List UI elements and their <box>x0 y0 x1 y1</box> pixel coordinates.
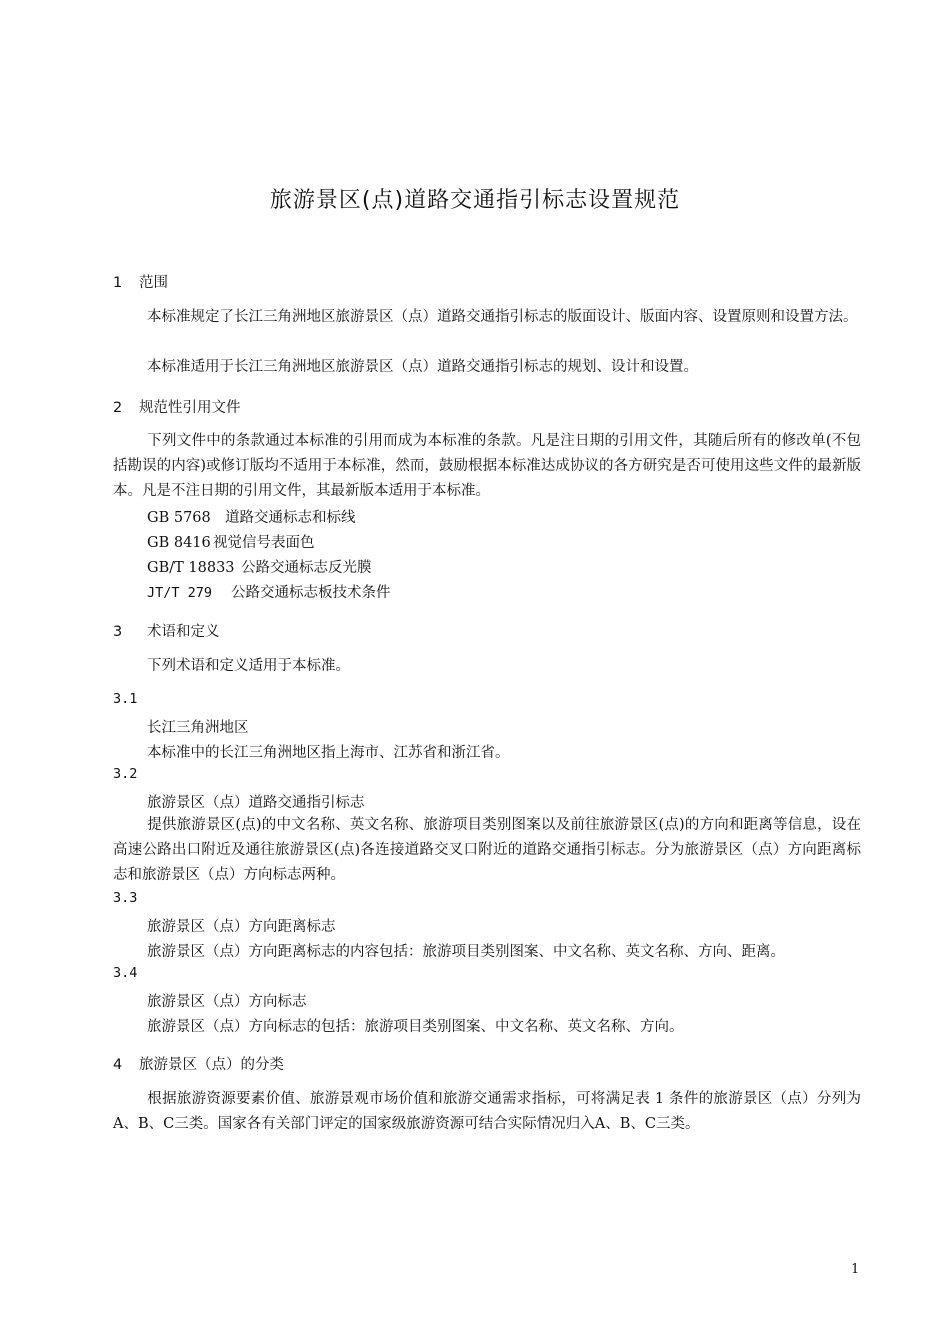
paragraph <box>113 305 861 330</box>
clause-number: 3.3 <box>113 890 138 906</box>
paragraph <box>113 1087 861 1137</box>
term-definition: 旅游景区（点）方向距离标志的内容包括：旅游项目类别图案、中文名称、英文名称、方向、距离。 <box>147 944 785 960</box>
section-1-heading <box>113 271 168 292</box>
term-heading: 旅游景区（点）方向距离标志 <box>147 919 336 935</box>
section-title: 旅游景区（点）的分类 <box>139 1057 284 1073</box>
document-title: 旅游景区(点)道路交通指引标志设置规范 <box>269 188 681 213</box>
clause-number: 3.4 <box>113 965 138 981</box>
reference-code: GB 8416 <box>147 535 211 551</box>
section-number: 4 <box>113 1057 123 1073</box>
paragraph-text: 下列术语和定义适用于本标准。 <box>147 658 350 674</box>
paragraph-text: 提供旅游景区(点)的中文名称、英文名称、旅游项目类别图案以及前往旅游景区(点)的方向和距离等信息，设在高速公路出口附近及通往旅游景区(点)各连接道路交叉口附近的道路交通指引标志。分为旅游景区（点）方向距离标志和旅游景区（点）方向标志两种。 <box>113 817 861 883</box>
paragraph-text: 根据旅游资源要素价值、旅游景观市场价值和旅游交通需求指标，可将满足表 1 条件的旅游景区（点）分列为A、B、C三类。国家各有关部门评定的国家级旅游资源可结合实际情况归入A、B、C三类。 <box>113 1091 861 1132</box>
section-title: 范围 <box>139 275 168 291</box>
reference-code: GB 5768 <box>147 510 211 526</box>
term-definition: 本标准中的长江三角洲地区指上海市、江苏省和浙江省。 <box>147 745 510 761</box>
paragraph-text: 本标准规定了长江三角洲地区旅游景区（点）道路交通指引标志的版面设计、版面内容、设置原则和设置方法。 <box>147 309 858 325</box>
section-number: 2 <box>113 400 123 416</box>
page-number: 1 <box>851 1262 860 1277</box>
section-4-heading <box>113 1053 284 1074</box>
section-number: 1 <box>113 275 123 291</box>
clause-number: 3.1 <box>113 691 138 707</box>
reference-item <box>147 581 391 602</box>
section-3-heading <box>113 620 220 641</box>
reference-item <box>147 556 372 577</box>
clause-number: 3.2 <box>113 766 138 782</box>
term-definition: 旅游景区（点）方向标志的包括：旅游项目类别图案、中文名称、英文名称、方向。 <box>147 1019 684 1035</box>
paragraph-text: 本标准适用于长江三角洲地区旅游景区（点）道路交通指引标志的规划、设计和设置。 <box>147 359 698 375</box>
section-number: 3 <box>113 624 123 640</box>
paragraph <box>113 654 861 679</box>
reference-name: 公路交通标志板技术条件 <box>231 585 391 601</box>
term-heading: 旅游景区（点）道路交通指引标志 <box>147 795 365 811</box>
reference-code: GB/T 18833 <box>147 560 235 576</box>
section-2-heading <box>113 396 241 417</box>
reference-item <box>147 531 315 552</box>
section-title: 规范性引用文件 <box>139 400 241 416</box>
reference-name: 视觉信号表面色 <box>213 535 315 551</box>
reference-item <box>147 506 356 527</box>
paragraph <box>113 355 861 380</box>
reference-name: 公路交通标志反光膜 <box>241 560 372 576</box>
term-definition <box>113 813 861 888</box>
term-heading: 长江三角洲地区 <box>147 720 249 736</box>
reference-name: 道路交通标志和标线 <box>225 510 356 526</box>
paragraph <box>113 429 861 504</box>
paragraph-text: 下列文件中的条款通过本标准的引用而成为本标准的条款。凡是注日期的引用文件，其随后所有的修改单(不包括勘误的内容)或修订版均不适用于本标准，然而，鼓励根据本标准达成协议的各方研究是否可使用这些文件的最新版本。凡是不注日期的引用文件，其最新版本适用于本标准。 <box>113 433 861 499</box>
reference-code: JT/T 279 <box>147 585 213 601</box>
section-title: 术语和定义 <box>147 624 220 640</box>
term-heading: 旅游景区（点）方向标志 <box>147 994 307 1010</box>
